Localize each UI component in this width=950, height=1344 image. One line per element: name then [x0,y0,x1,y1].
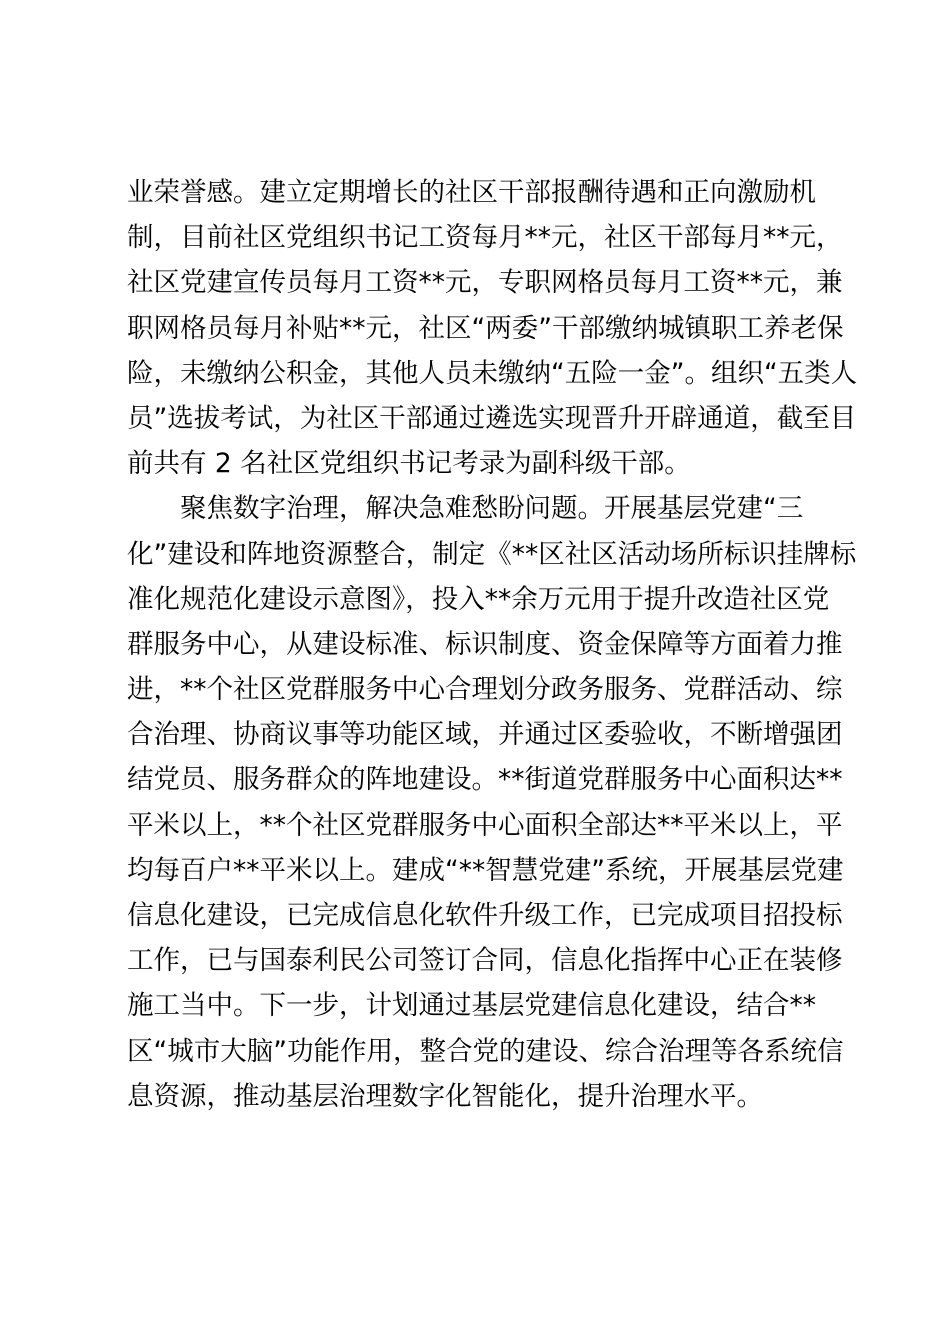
text-line: 信息化建设，已完成信息化软件升级工作，已完成项目招投标 [127,900,843,931]
text-line: 结党员、服务群众的阵地建设。**街道党群服务中心面积达** [127,764,843,796]
text-line: 息资源，推动基层治理数字化智能化，提升治理水平。 [127,1080,763,1112]
text-line: 施工当中。下一步，计划通过基层党建信息化建设，结合** [127,990,816,1022]
text-line: 化”建设和阵地资源整合，制定《**区社区活动场所标识挂牌标 [127,538,857,570]
text-line: 社区党建宣传员每月工资**元，专职网格员每月工资**元，兼 [127,267,843,299]
text-line: 职网格员每月补贴**元，社区“两委”干部缴纳城镇职工养老保 [127,312,844,344]
text-line: 平米以上，**个社区党群服务中心面积全部达**平米以上，平 [127,809,843,841]
text-line: 区“城市大脑”功能作用，整合党的建设、综合治理等各系统信 [127,1035,844,1067]
text-line: 制，目前社区党组织书记工资每月**元，社区干部每月**元， [127,222,843,254]
paragraph-digital-governance [127,486,857,1119]
text-line: 群服务中心，从建设标准、标识制度、资金保障等方面着力推 [127,628,843,660]
text-line: 前共有 2 名社区党组织书记考录为副科级干部。 [127,448,691,480]
body-text [127,170,858,1119]
text-line: 员”选拔考试，为社区干部通过遴选实现晋升开辟通道，截至目 [127,402,857,434]
text-line: 聚焦数字治理，解决急难愁盼问题。开展基层党建“三 [127,493,804,525]
text-line: 业荣誉感。建立定期增长的社区干部报酬待遇和正向激励机 [127,177,816,208]
text-line: 险，未缴纳公积金，其他人员未缴纳“五险一金”。组织“五类人 [127,357,858,389]
text-line: 进，**个社区党群服务中心合理划分政务服务、党群活动、综 [127,674,843,706]
text-line: 合治理、协商议事等功能区域，并通过区委验收，不断增强团 [127,719,843,751]
text-line: 工作，已与国泰利民公司签订合同，信息化指挥中心正在装修 [127,945,843,977]
paragraph-compensation [127,170,858,486]
text-line: 均每百户**平米以上。建成“**智慧党建”系统，开展基层党建 [127,854,844,886]
text-line: 准化规范化建设示意图》，投入**余万元用于提升改造社区党 [127,583,830,615]
